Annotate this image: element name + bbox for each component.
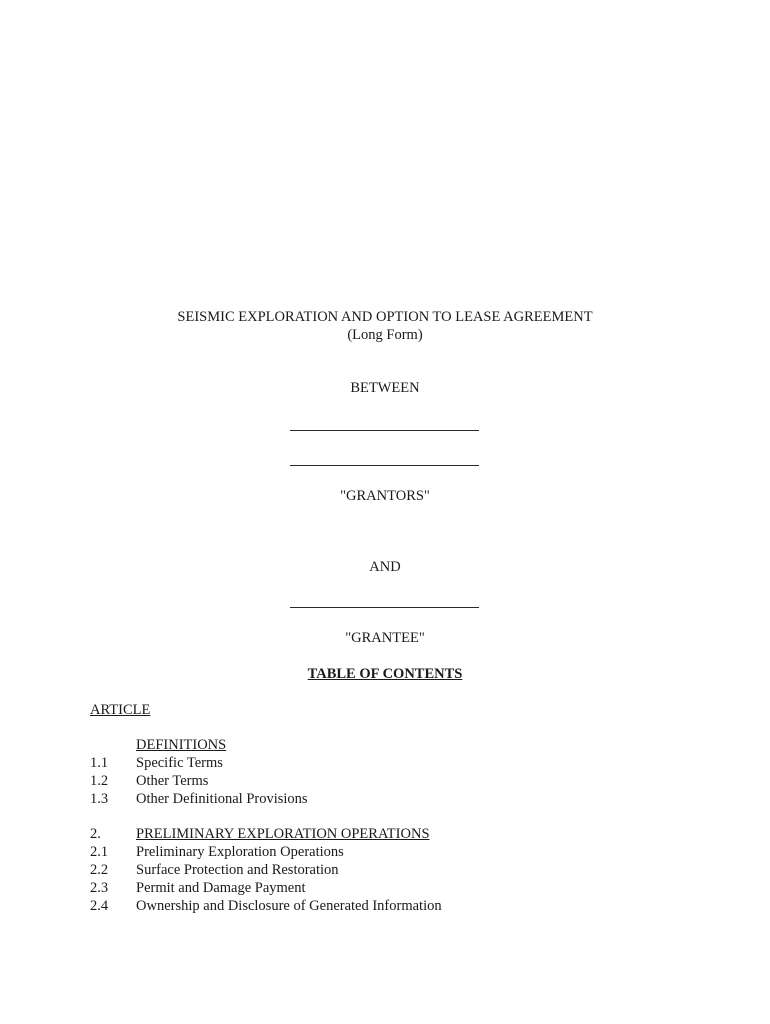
toc-item-number: 1.3	[90, 791, 109, 807]
toc-section-heading-row	[90, 825, 690, 843]
toc-item	[90, 754, 690, 772]
toc-item-number: 1.1	[90, 755, 109, 771]
between-label: BETWEEN	[350, 380, 420, 396]
toc-item-label: Other Terms	[136, 773, 209, 789]
grantor-blank-line-2	[290, 465, 479, 466]
toc-section-heading: PRELIMINARY EXPLORATION OPERATIONS	[136, 826, 430, 842]
toc-item	[90, 879, 690, 897]
toc-item-number: 2.2	[90, 862, 109, 878]
toc-item-label: Ownership and Disclosure of Generated Information	[136, 898, 442, 914]
toc-item-number: 2.4	[90, 898, 109, 914]
toc-item-label: Preliminary Exploration Operations	[136, 844, 344, 860]
grantee-label: "GRANTEE"	[345, 630, 425, 646]
toc-item-number: 2.3	[90, 880, 109, 896]
toc-item-label: Other Definitional Provisions	[136, 791, 308, 807]
toc-section-heading-row	[90, 736, 690, 754]
article-heading: ARTICLE	[90, 702, 151, 718]
toc-section-heading: DEFINITIONS	[136, 737, 227, 753]
toc-item-label: Permit and Damage Payment	[136, 880, 306, 896]
toc-section-preliminary-exploration	[90, 825, 690, 915]
toc-item	[90, 843, 690, 861]
toc-section-definitions	[90, 736, 690, 808]
toc-item	[90, 861, 690, 879]
grantor-blank-line-1	[290, 430, 479, 431]
toc-item-label: Surface Protection and Restoration	[136, 862, 339, 878]
toc-item-label: Specific Terms	[136, 755, 223, 771]
toc-item	[90, 772, 690, 790]
grantors-label: "GRANTORS"	[340, 488, 430, 504]
toc-item-number: 2.1	[90, 844, 109, 860]
toc-section-number: 2.	[90, 826, 101, 842]
toc-item-number: 1.2	[90, 773, 109, 789]
grantee-blank-line	[290, 607, 479, 608]
document-title: SEISMIC EXPLORATION AND OPTION TO LEASE AGREEMENT	[177, 309, 593, 325]
toc-item	[90, 897, 690, 915]
toc-title: TABLE OF CONTENTS	[307, 666, 463, 682]
document-subtitle: (Long Form)	[347, 327, 423, 343]
toc-item	[90, 790, 690, 808]
and-label: AND	[369, 559, 401, 575]
